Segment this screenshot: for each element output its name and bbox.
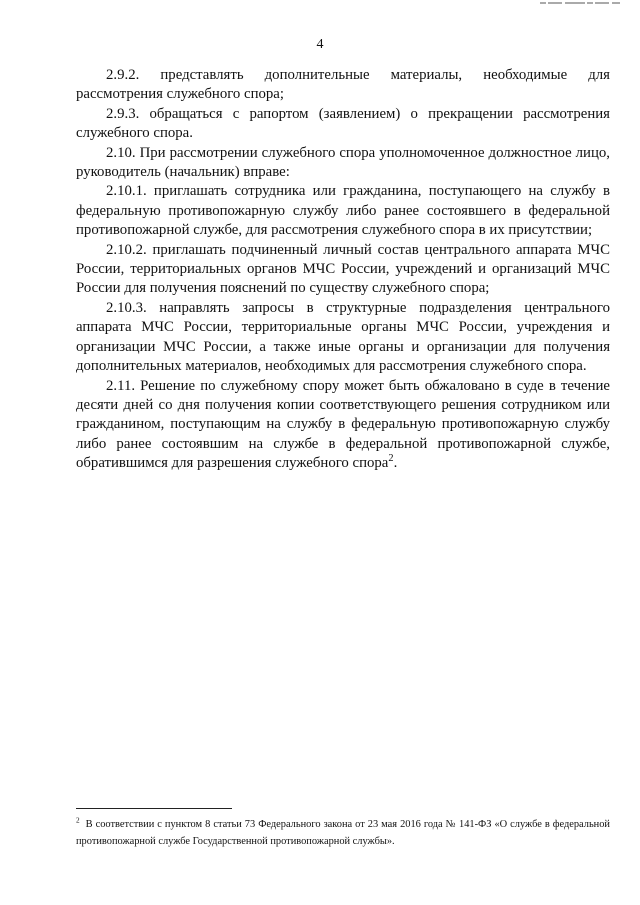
paragraph-2-10: 2.10. При рассмотрении служебного спора уполномоченное должностное лицо, руководитель (начальник) вправе:	[76, 144, 610, 181]
document-body	[76, 66, 610, 474]
paragraph-2-10-1: 2.10.1. приглашать сотрудника или гражданина, поступающего на службу в федеральную противопожарную службу либо ранее состоявшего в федеральной противопожарной службе, для рассмотрения служебного спора в их присутствии;	[76, 183, 610, 239]
paragraph-2-10-2: 2.10.2. приглашать подчиненный личный состав центрального аппарата МЧС России, территориальных органов МЧС России, учреждений и организаций МЧС России для получения пояснений по существу служебного спора;	[76, 241, 610, 297]
footnote-marker: 2	[76, 816, 80, 825]
paragraph-2-11-text: 2.11. Решение по служебному спору может быть обжаловано в суде в течение десяти дней со дня получения копии соответствующего решения сотрудником или гражданином, поступающим на службу в федеральную противопожарную службу либо ранее состоявшим на службе в федеральной противопожарной службе, обратившимся для разрешения служебного спора	[76, 377, 610, 472]
page-number: 4	[316, 37, 324, 52]
footnote	[76, 816, 610, 850]
paragraph-2-11	[76, 377, 610, 474]
paragraph-2-11-end: .	[393, 455, 398, 472]
paragraph-2-10-3: 2.10.3. направлять запросы в структурные подразделения центрального аппарата МЧС России, территориальные органы МЧС России, учреждения и организации МЧС России, а также иные органы и организации для получения дополнительных материалов, необходимых для рассмотрения служебного спора.	[76, 299, 610, 375]
footnote-separator	[76, 808, 232, 809]
footnote-reference[interactable]: 2	[388, 453, 394, 465]
scan-artifact	[540, 2, 620, 4]
footnote-text: В соответствии с пунктом 8 статьи 73 Федерального закона от 23 мая 2016 года № 141-ФЗ «О службе в федеральной противопожарной службе Государственной противопожарной службы».	[76, 819, 610, 847]
paragraph-2-9-2: 2.9.2. представлять дополнительные материалы, необходимые для рассмотрения служебного спора;	[76, 67, 610, 103]
paragraph-2-9-3: 2.9.3. обращаться с рапортом (заявлением) о прекращении рассмотрения служебного спора.	[76, 105, 610, 142]
